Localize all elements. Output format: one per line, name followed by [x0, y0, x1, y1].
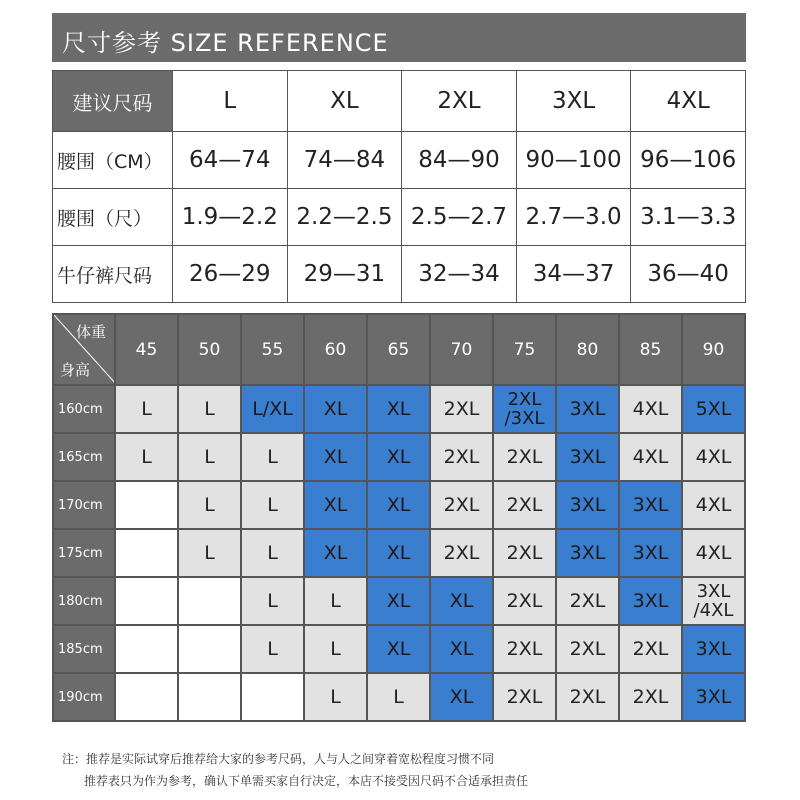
- size-recommendation-cell: L: [115, 385, 178, 433]
- size-recommendation-cell: [115, 625, 178, 673]
- size-recommendation-cell: 2XL: [493, 577, 556, 625]
- size-recommendation-cell: 3XL: [556, 481, 619, 529]
- size-recommendation-cell: [178, 577, 241, 625]
- size-recommendation-cell: 2XL: [493, 673, 556, 721]
- size-recommendation-cell: 3XL: [619, 577, 682, 625]
- size-row: [53, 189, 746, 246]
- note-line-1: 注：推荐是实际试穿后推荐给大家的参考尺码，人与人之间穿着宽松程度习惯不同: [62, 752, 495, 766]
- size-recommendation-cell: [178, 673, 241, 721]
- height-row: [53, 385, 745, 433]
- size-header-row: [53, 71, 746, 132]
- size-recommendation-cell: [115, 481, 178, 529]
- size-recommendation-cell: 2XL: [430, 529, 493, 577]
- height-row: [53, 433, 745, 481]
- size-cell: 64—74: [173, 132, 288, 189]
- size-cell: 26—29: [173, 246, 288, 303]
- size-recommendation-cell: XL: [304, 529, 367, 577]
- size-recommendation-cell: L: [241, 433, 304, 481]
- size-cell: 2.7—3.0: [516, 189, 631, 246]
- height-label: 170cm: [53, 481, 115, 529]
- height-row: [53, 577, 745, 625]
- size-recommendation-cell: L: [241, 481, 304, 529]
- size-recommendation-cell: 4XL: [682, 529, 745, 577]
- size-col-4: 4XL: [631, 71, 746, 132]
- size-recommendation-cell: 2XL: [619, 625, 682, 673]
- size-recommendation-cell: XL: [430, 577, 493, 625]
- height-label: 165cm: [53, 433, 115, 481]
- size-recommendation-cell: 3XL: [619, 529, 682, 577]
- size-recommendation-cell: [115, 577, 178, 625]
- size-recommendation-cell: L/XL: [241, 385, 304, 433]
- size-recommendation-cell: 2XL: [493, 481, 556, 529]
- height-row: [53, 625, 745, 673]
- weight-header-row: [53, 314, 745, 385]
- size-recommendation-cell: 3XL: [556, 385, 619, 433]
- size-recommendation-cell: L: [178, 433, 241, 481]
- size-recommendation-cell: 2XL: [556, 577, 619, 625]
- size-recommendation-cell: 2XL: [619, 673, 682, 721]
- weight-header: 80: [556, 314, 619, 385]
- size-recommendation-cell: L: [304, 625, 367, 673]
- size-recommendation-cell: L: [367, 673, 430, 721]
- size-cell: 36—40: [631, 246, 746, 303]
- size-recommendation-cell: L: [304, 577, 367, 625]
- corner-weight-label: 体重: [75, 323, 106, 341]
- size-recommendation-cell: 2XL: [430, 433, 493, 481]
- size-header-label: 建议尺码: [53, 71, 173, 132]
- height-label: 160cm: [53, 385, 115, 433]
- table-corner: [53, 314, 115, 385]
- size-recommendation-cell: [241, 673, 304, 721]
- size-recommendation-cell: 2XL /3XL: [493, 385, 556, 433]
- size-row-label: 腰围（CM）: [53, 132, 173, 189]
- size-recommendation-cell: 4XL: [619, 385, 682, 433]
- size-col-2: 2XL: [402, 71, 517, 132]
- size-recommendation-cell: L: [241, 529, 304, 577]
- size-recommendation-cell: L: [178, 529, 241, 577]
- size-cell: 2.2—2.5: [287, 189, 402, 246]
- size-cell: 84—90: [402, 132, 517, 189]
- size-recommendation-cell: 2XL: [493, 529, 556, 577]
- size-cell: 29—31: [287, 246, 402, 303]
- size-recommendation-cell: L: [115, 433, 178, 481]
- size-recommendation-cell: L: [178, 385, 241, 433]
- size-recommendation-cell: 3XL /4XL: [682, 577, 745, 625]
- size-cell: 32—34: [402, 246, 517, 303]
- size-recommendation-cell: 2XL: [493, 625, 556, 673]
- size-recommendation-cell: 4XL: [682, 433, 745, 481]
- size-recommendation-cell: XL: [367, 481, 430, 529]
- size-row: [53, 246, 746, 303]
- size-recommendation-cell: 4XL: [682, 481, 745, 529]
- size-recommendation-cell: XL: [430, 673, 493, 721]
- size-recommendation-cell: L: [241, 577, 304, 625]
- weight-header: 65: [367, 314, 430, 385]
- size-recommendation-cell: L: [241, 625, 304, 673]
- size-recommendation-cell: 5XL: [682, 385, 745, 433]
- size-recommendation-cell: XL: [430, 625, 493, 673]
- size-recommendation-cell: XL: [304, 385, 367, 433]
- height-label: 175cm: [53, 529, 115, 577]
- weight-header: 85: [619, 314, 682, 385]
- height-row: [53, 673, 745, 721]
- size-row-label: 牛仔裤尺码: [53, 246, 173, 303]
- weight-height-table: [52, 313, 746, 722]
- height-row: [53, 481, 745, 529]
- corner-height-label: 身高: [60, 361, 91, 379]
- size-recommendation-cell: L: [304, 673, 367, 721]
- size-recommendation-cell: 3XL: [682, 625, 745, 673]
- size-recommendation-cell: 2XL: [430, 385, 493, 433]
- size-col-1: XL: [287, 71, 402, 132]
- size-recommendation-cell: 3XL: [556, 529, 619, 577]
- size-recommendation-cell: XL: [367, 385, 430, 433]
- size-recommendation-cell: XL: [367, 529, 430, 577]
- size-recommendation-cell: XL: [367, 577, 430, 625]
- size-col-0: L: [173, 71, 288, 132]
- size-recommendation-cell: 2XL: [556, 673, 619, 721]
- height-label: 190cm: [53, 673, 115, 721]
- weight-header: 45: [115, 314, 178, 385]
- weight-header: 60: [304, 314, 367, 385]
- size-recommendation-cell: 3XL: [556, 433, 619, 481]
- size-recommendation-cell: 3XL: [682, 673, 745, 721]
- size-cell: 74—84: [287, 132, 402, 189]
- size-recommendation-cell: [115, 529, 178, 577]
- size-recommendation-cell: L: [178, 481, 241, 529]
- weight-header: 50: [178, 314, 241, 385]
- size-recommendation-cell: 3XL: [619, 481, 682, 529]
- size-recommendation-cell: XL: [304, 481, 367, 529]
- height-label: 180cm: [53, 577, 115, 625]
- size-recommendation-cell: XL: [367, 625, 430, 673]
- height-row: [53, 529, 745, 577]
- weight-header: 55: [241, 314, 304, 385]
- size-cell: 90—100: [516, 132, 631, 189]
- size-row-label: 腰围（尺）: [53, 189, 173, 246]
- size-cell: 96—106: [631, 132, 746, 189]
- weight-header: 70: [430, 314, 493, 385]
- weight-header: 75: [493, 314, 556, 385]
- size-cell: 2.5—2.7: [402, 189, 517, 246]
- size-recommendation-cell: XL: [304, 433, 367, 481]
- size-recommendation-cell: [178, 625, 241, 673]
- size-recommendation-cell: XL: [367, 433, 430, 481]
- size-cell: 34—37: [516, 246, 631, 303]
- size-recommendation-cell: 4XL: [619, 433, 682, 481]
- size-cell: 1.9—2.2: [173, 189, 288, 246]
- size-recommendation-cell: 2XL: [556, 625, 619, 673]
- size-recommendation-cell: 2XL: [493, 433, 556, 481]
- size-cell: 3.1—3.3: [631, 189, 746, 246]
- note-line-2: 推荐表只为作为参考，确认下单需买家自行决定，本店不接受因尺码不合适承担责任: [84, 774, 529, 788]
- weight-header: 90: [682, 314, 745, 385]
- height-label: 185cm: [53, 625, 115, 673]
- banner: [52, 13, 746, 62]
- size-recommendation-cell: [115, 673, 178, 721]
- banner-title: 尺寸参考 SIZE REFERENCE: [62, 29, 389, 57]
- notes: [62, 748, 528, 792]
- size-reference-table: [52, 70, 746, 303]
- size-row: [53, 132, 746, 189]
- size-recommendation-cell: 2XL: [430, 481, 493, 529]
- size-col-3: 3XL: [516, 71, 631, 132]
